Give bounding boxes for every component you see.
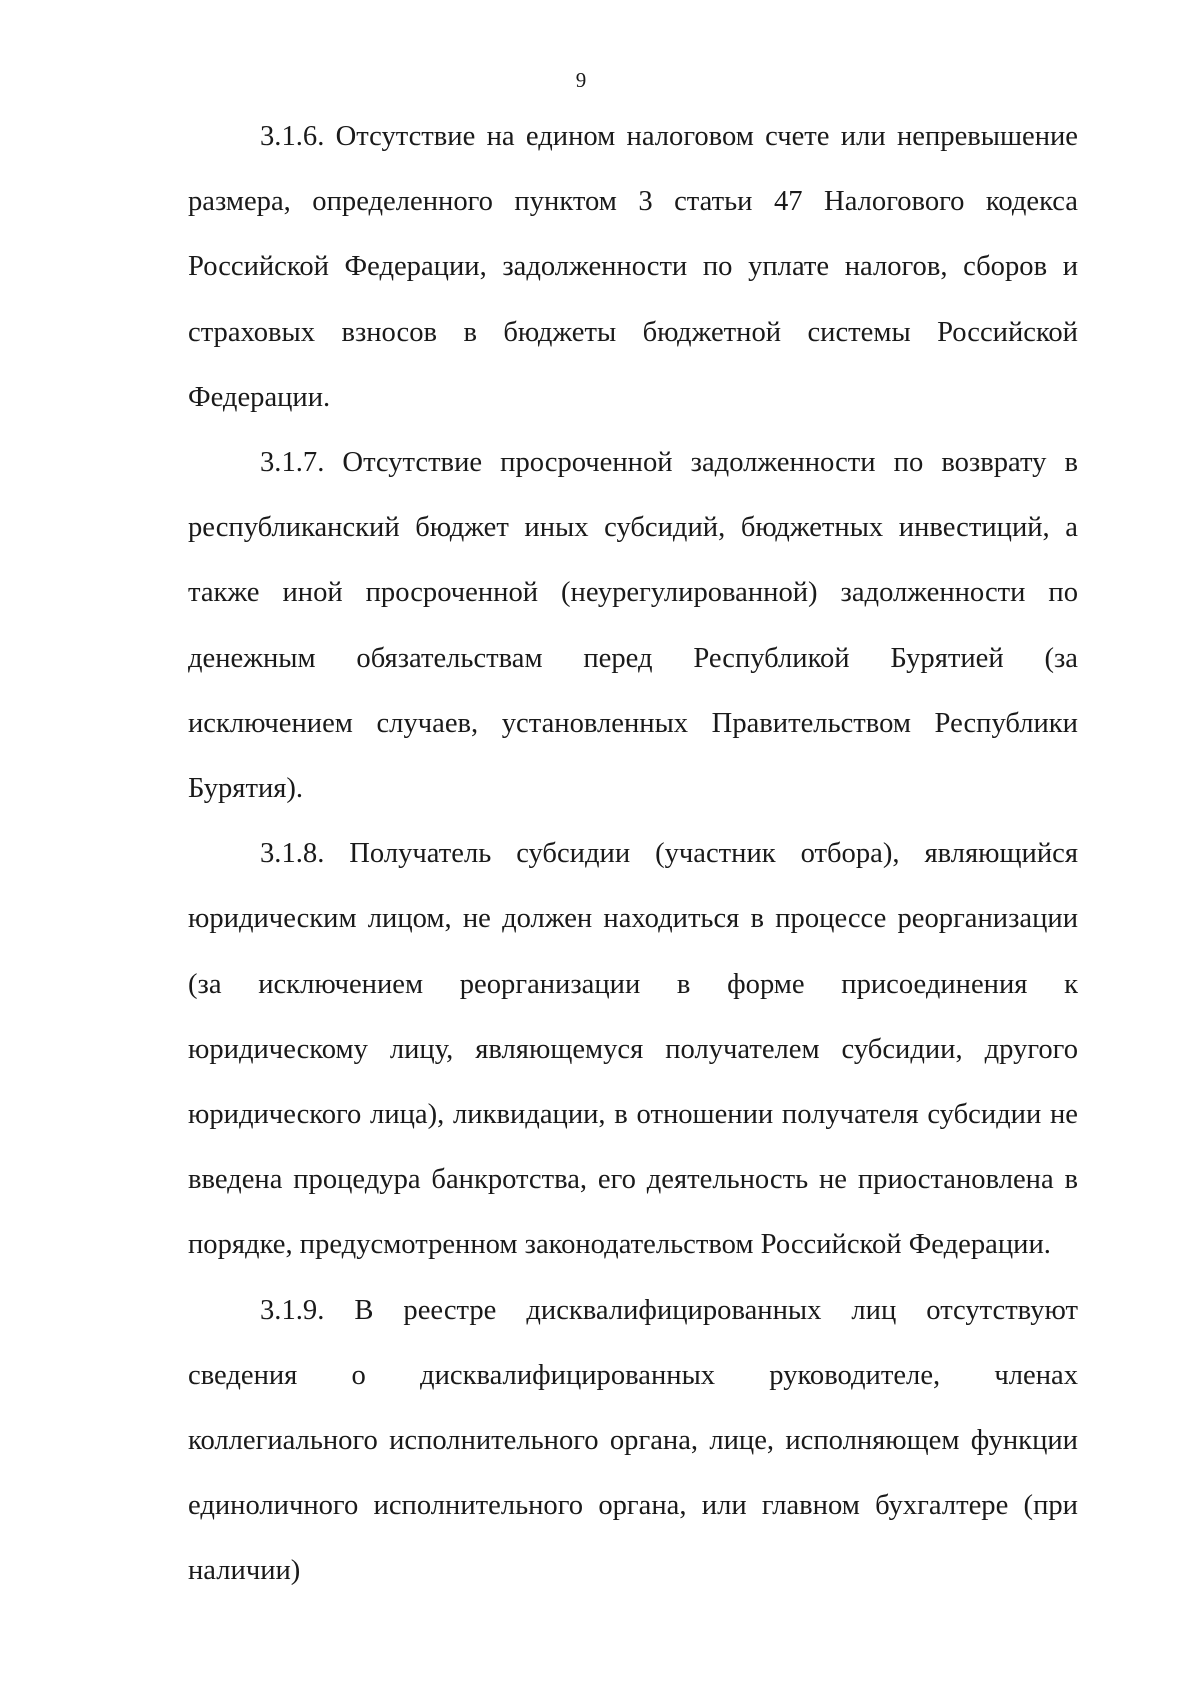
page-number: 9 — [575, 68, 587, 92]
document-body — [188, 104, 1078, 1604]
paragraph-3-1-9: 3.1.9. В реестре дисквалифицированных лиц отсутствуют сведения о дисквалифицированных руководителе, членах коллегиального исполнительного органа, лице, исполняющем функции единоличного исполнительного органа, или главном бухгалтере (при наличии) — [188, 1294, 1078, 1587]
paragraph-3-1-7: 3.1.7. Отсутствие просроченной задолженности по возврату в республиканский бюджет иных субсидий, бюджетных инвестиций, а также иной просроченной (неурегулированной) задолженности по денежным обязательствам перед Республикой Бурятией (за исключением случаев, установленных Правительством Республики Бурятия). — [188, 447, 1078, 805]
paragraph-3-1-6: 3.1.6. Отсутствие на едином налоговом счете или непревышение размера, определенного пунктом 3 статьи 47 Налогового кодекса Российской Федерации, задолженности по уплате налогов, сборов и страховых взносов в бюджеты бюджетной системы Российской Федерации. — [188, 121, 1078, 413]
paragraph-3-1-8: 3.1.8. Получатель субсидии (участник отбора), являющийся юридическим лицом, не должен находиться в процессе реорганизации (за исключением реорганизации в форме присоединения к юридическому лицу, являющемуся получателем субсидии, другого юридического лица), ликвидации, в отношении получателя субсидии не введена процедура банкротства, его деятельность не приостановлена в порядке, предусмотренном законодательством Российской Федерации. — [188, 838, 1078, 1261]
